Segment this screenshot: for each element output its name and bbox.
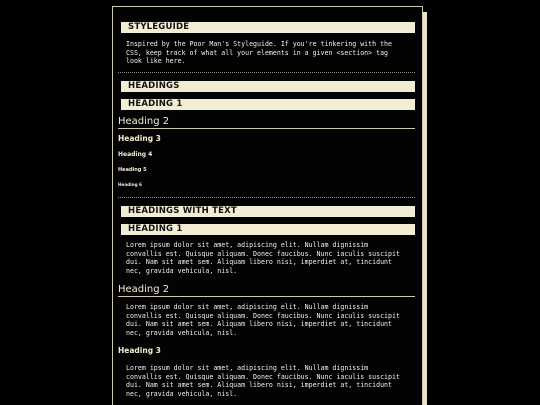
heading-2-underline <box>118 296 415 297</box>
section-divider <box>118 72 415 73</box>
bar-notch <box>118 81 121 92</box>
heading-5-sample: Heading 5 <box>118 167 147 173</box>
lorem-paragraph: Lorem ipsum dolor sit amet, adipiscing elit. Nullam dignissim convallis est. Quisque aliquam. Donec faucibus. Nunc iaculis suscipit dui. Nam sit amet sem. Aliquam libero nisi, imperdiet at, tincidunt nec, gravida vehicula, nisl. <box>126 364 400 399</box>
heading-2-sample: Heading 2 <box>118 116 170 127</box>
bar-notch <box>118 99 121 110</box>
lorem-paragraph: Lorem ipsum dolor sit amet, adipiscing elit. Nullam dignissim convallis est. Quisque aliquam. Donec faucibus. Nunc iaculis suscipit dui. Nam sit amet sem. Aliquam libero nisi, imperdiet at, tincidunt nec, gravida vehicula, nisl. <box>126 241 400 276</box>
headings-with-text-title-bar <box>118 206 415 217</box>
heading-1-sample <box>118 99 415 110</box>
heading-3-with-text: Heading 3 <box>118 346 161 355</box>
heading-2-with-text: Heading 2 <box>118 284 170 295</box>
heading-1-with-text-label: HEADING 1 <box>128 224 183 234</box>
styleguide-title-bar <box>118 22 415 33</box>
panel-shadow <box>423 12 427 405</box>
heading-3-sample: Heading 3 <box>118 134 161 143</box>
heading-4-sample: Heading 4 <box>118 151 153 158</box>
heading-6-sample: Heading 6 <box>118 182 142 187</box>
heading-1-label: HEADING 1 <box>128 99 183 109</box>
styleguide-intro: Inspired by the Poor Man's Styleguide. If you're tinkering with the CSS, keep track of what all your elements in a given <section> tag look like here. <box>126 40 392 66</box>
heading-1-with-text <box>118 224 415 235</box>
bar-notch <box>118 224 121 235</box>
headings-section-title-bar <box>118 81 415 92</box>
headings-section-title: HEADINGS <box>128 81 180 91</box>
section-divider <box>118 197 415 198</box>
bar-notch <box>118 206 121 217</box>
heading-2-underline <box>118 128 415 129</box>
headings-with-text-title: HEADINGS WITH TEXT <box>128 206 237 216</box>
styleguide-title: STYLEGUIDE <box>128 22 190 32</box>
bar-notch <box>118 22 121 33</box>
lorem-paragraph: Lorem ipsum dolor sit amet, adipiscing elit. Nullam dignissim convallis est. Quisque aliquam. Donec faucibus. Nunc iaculis suscipit dui. Nam sit amet sem. Aliquam libero nisi, imperdiet at, tincidunt nec, gravida vehicula, nisl. <box>126 303 400 338</box>
